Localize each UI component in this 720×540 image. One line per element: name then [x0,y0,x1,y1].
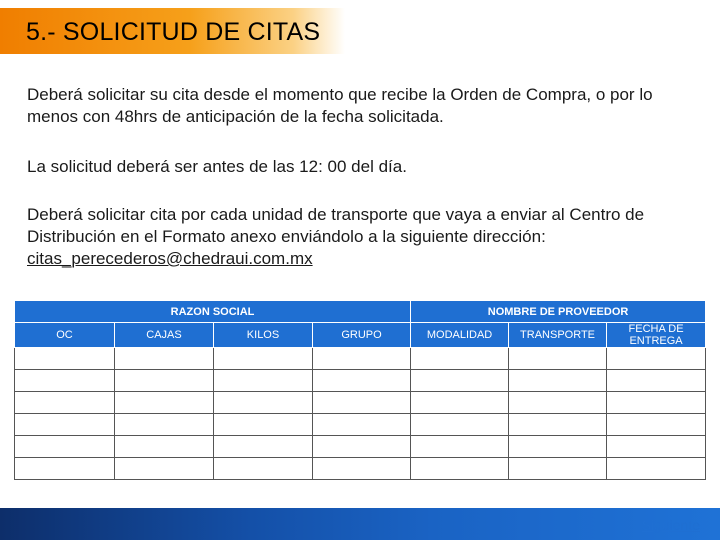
paragraph-per-unit [27,204,697,270]
table-row [15,458,706,480]
table-cell[interactable] [411,436,509,458]
table-cell[interactable] [115,370,214,392]
table-cell[interactable] [115,392,214,414]
table-row [15,414,706,436]
paragraph-deadline: La solicitud deberá ser antes de las 12: 00 del día. [27,157,407,176]
header-nombre-proveedor: NOMBRE DE PROVEEDOR [411,301,706,323]
col-modalidad: MODALIDAD [411,323,509,348]
table-cell[interactable] [607,458,706,480]
table-cell[interactable] [509,348,607,370]
table-cell[interactable] [607,348,706,370]
table-cell[interactable] [115,348,214,370]
table-cell[interactable] [607,392,706,414]
table-cell[interactable] [115,414,214,436]
email-link[interactable]: citas_perecederos@chedraui.com.mx [27,249,313,268]
paragraph-per-unit-text: Deberá solicitar cita por cada unidad de transporte que vaya a enviar al Centro de Distribución en el Formato anexo enviándolo a la siguiente dirección: [27,205,645,246]
table-cell[interactable] [15,436,115,458]
table-row [15,436,706,458]
table-cell[interactable] [509,392,607,414]
table-row [15,348,706,370]
table-cell[interactable] [607,414,706,436]
table-row [15,392,706,414]
table-cell[interactable] [214,436,313,458]
col-cajas: CAJAS [115,323,214,348]
col-oc: OC [15,323,115,348]
table-cell[interactable] [313,414,411,436]
table-cell[interactable] [15,370,115,392]
table-cell[interactable] [411,392,509,414]
table-cell[interactable] [509,436,607,458]
table-cell[interactable] [15,348,115,370]
table-cell[interactable] [214,414,313,436]
table-cell[interactable] [509,370,607,392]
table-cell[interactable] [214,458,313,480]
table-cell[interactable] [214,370,313,392]
next-link[interactable]: Siguiente [641,517,700,533]
table-cell[interactable] [313,458,411,480]
table-row [15,370,706,392]
table-cell[interactable] [411,458,509,480]
table-cell[interactable] [15,392,115,414]
header-razon-social: RAZON SOCIAL [15,301,411,323]
col-kilos: KILOS [214,323,313,348]
table-cell[interactable] [313,348,411,370]
table-cell[interactable] [509,458,607,480]
table-cell[interactable] [313,370,411,392]
bottom-bar [0,508,720,540]
col-grupo: GRUPO [313,323,411,348]
table-cell[interactable] [607,370,706,392]
table-cell[interactable] [411,370,509,392]
table-cell[interactable] [214,392,313,414]
table-cell[interactable] [313,392,411,414]
col-fecha-entrega: FECHA DE ENTREGA [607,323,706,348]
col-transporte: TRANSPORTE [509,323,607,348]
table-cell[interactable] [411,414,509,436]
table-cell[interactable] [15,458,115,480]
table-cell[interactable] [411,348,509,370]
table-cell[interactable] [313,436,411,458]
table-cell[interactable] [509,414,607,436]
table-cell[interactable] [115,436,214,458]
appointment-form-table [14,300,706,480]
table-cell[interactable] [607,436,706,458]
paragraph-cita-timing: Deberá solicitar su cita desde el momento que recibe la Orden de Compra, o por lo menos con 48hrs de anticipación de la fecha solicitada. [27,85,653,126]
table-cell[interactable] [214,348,313,370]
table-cell[interactable] [115,458,214,480]
form-body [15,348,706,480]
slide-title: 5.- SOLICITUD DE CITAS [26,18,321,46]
table-cell[interactable] [15,414,115,436]
